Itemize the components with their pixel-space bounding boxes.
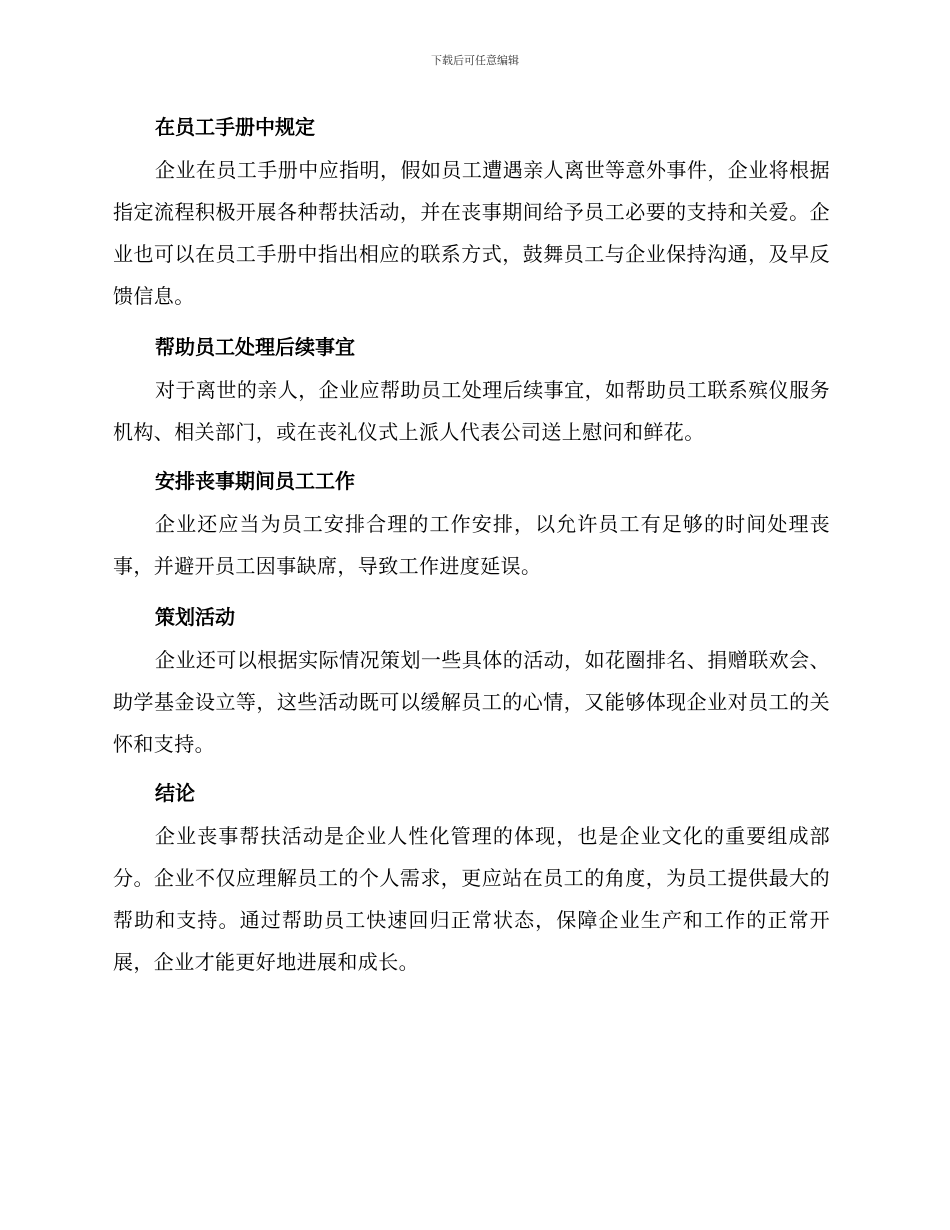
page-header: 下载后可任意编辑 <box>431 54 519 67</box>
section-conclusion <box>113 771 830 983</box>
section-follow-up-matters <box>113 325 830 453</box>
section-heading: 帮助员工处理后续事宜 <box>155 335 355 359</box>
section-paragraph: 企业还可以根据实际情况策划一些具体的活动，如花圈排名、捐赠联欢会、助学基金设立等，这些活动既可以缓解员工的心情，又能够体现企业对员工的关怀和支持。 <box>113 648 830 756</box>
section-heading: 在员工手册中规定 <box>155 115 315 139</box>
section-paragraph: 企业还应当为员工安排合理的工作安排，以允许员工有足够的时间处理丧事，并避开员工因事缺席，导致工作进度延误。 <box>113 512 830 578</box>
section-handbook-rules <box>113 105 830 317</box>
section-work-arrangement <box>113 459 830 587</box>
section-paragraph: 企业在员工手册中应指明，假如员工遭遇亲人离世等意外事件，企业将根据指定流程积极开展各种帮扶活动，并在丧事期间给予员工必要的支持和关爱。企业也可以在员工手册中指出相应的联系方式，鼓舞员工与企业保持沟通，及早反馈信息。 <box>113 158 830 308</box>
section-heading: 结论 <box>155 781 195 805</box>
section-paragraph: 对于离世的亲人，企业应帮助员工处理后续事宜，如帮助员工联系殡仪服务机构、相关部门，或在丧礼仪式上派人代表公司送上慰问和鲜花。 <box>113 378 830 444</box>
section-paragraph: 企业丧事帮扶活动是企业人性化管理的体现，也是企业文化的重要组成部分。企业不仅应理解员工的个人需求，更应站在员工的角度，为员工提供最大的帮助和支持。通过帮助员工快速回归正常状态，保障企业生产和工作的正常开展，企业才能更好地进展和成长。 <box>113 824 830 974</box>
document-body <box>113 105 830 984</box>
section-heading: 安排丧事期间员工工作 <box>155 469 355 493</box>
section-plan-activities <box>113 595 830 765</box>
section-heading: 策划活动 <box>155 605 235 629</box>
